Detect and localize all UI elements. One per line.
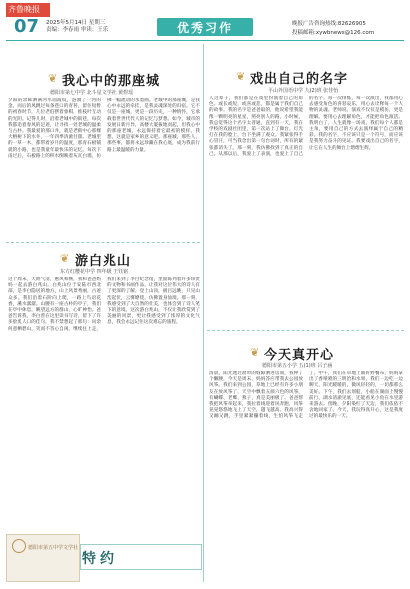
article-title: 戏出自己的名字: [250, 72, 349, 87]
special-label: 特约: [82, 551, 118, 567]
article-byline: 德阳市第五小学 五(1)班 吕子涵: [262, 363, 333, 369]
article-body: 这个周末，天朗气清，惠风和畅，我和爸爸妈妈一起去游白兆山。白兆山位于安陆市西北部，是李白隐居的地方，山上风景秀丽，古迹众多。我们沿着石阶向上爬，一路上鸟语花香，溪水潺潺。山腰有一座古朴的亭子，我们在亭中休息，眺望远方的群山，心旷神怡。爸爸告诉我，李白曾在这里读书写诗，留下了许多脍炙人口的佳句。我不禁想起了那句：问余何意栖碧山，笑而不答心自闲。继续往上走，我们来到了李白纪念馆，里面陈列着许多珍贵的文物和书画作品，让我对这位伟大的诗人有了更深的了解。登上山顶，极目远眺，只见山峦起伏，云雾缭绕，仿佛置身仙境。那一刻，我感受到了大自然的壮美，也体会到了诗人笔下的意境。这次游白兆山，不仅让我欣赏到了美丽的风景，更让我感受到了浓厚的文化气息，我会永远记住这次难忘的旅程。: [8, 277, 200, 332]
flourish-icon: ❦: [60, 252, 70, 265]
contact-info: [292, 20, 374, 38]
article-title: 游白兆山: [75, 254, 132, 269]
ad-hotline: 晚报广告咨询热线:82626905: [292, 21, 366, 27]
section-title: 优秀习作: [176, 21, 233, 35]
flourish-icon: ❦: [48, 72, 58, 85]
left-row-divider: [6, 242, 200, 243]
header-rule: [6, 40, 404, 41]
partner-name: 德阳市第五中学文学社: [28, 545, 79, 551]
issue-editors: 责编：李春雨 审读：王乐: [46, 27, 109, 33]
page-number: 07: [14, 16, 40, 37]
article-body: 人这辈子，我们都是在戏里扮演着自己的角色。或长或短，或喜或悲，都是属于我们自己的故事。我的名字是爸爸取的，他说希望我能像一颗明亮的星星，照亮别人的路。小时候，我总觉得这个名字太普通，直到有一天，我在学校的戏剧社团里，第一次站上了舞台。灯光打在我的脸上，台下坐满了观众。我紧张得手心冒汗，可当我念出第一句台词时，所有的紧张都消失了。那一刻，我仿佛找到了真正的自己。从那以后，我爱上了表演，也爱上了自己的名字。每一次排练，每一次演出，我都用心去感受角色的喜怒哀乐，用心去诠释每一个人物的灵魂。老师说，演戏不仅仅是模仿，更是理解。要用心去理解角色，才能把角色演活。我明白了，人生就像一场戏，我们每个人都是主角，要用自己的方式去演绎属于自己的精彩。我的名字，不应该只是一个符号，而应该是我努力奋斗的见证。我要戏出自己的名字，让它在人生的舞台上熠熠生辉。: [209, 96, 403, 157]
column-divider: [203, 44, 204, 582]
article-byline: 平山外国语中学 九(2)班 张佳怡: [268, 88, 339, 94]
brand-name: 齐鲁晚报: [8, 5, 40, 14]
flourish-icon: ❦: [250, 346, 260, 359]
article-byline: 德阳市第七中学 北斗星文学社 黄煜瑶: [50, 90, 134, 96]
submission-email: 投稿邮箱:xywbnews@126.com: [292, 30, 375, 36]
flourish-icon: ❦: [236, 70, 246, 83]
issue-date: 2025年5月14日 星期三: [46, 20, 106, 26]
article-body: 清晨，阳光透过窗帘的缝隙洒进房间，我伸了个懒腰，今天是周末，妈妈答应带我去公园放风筝。我们来到公园，草地上已经有许多小朋友在放风筝了，天空中飘着五颜六色的风筝，有蝴蝶、老鹰、燕子，真是美丽极了。爸爸帮我把风筝举起来，我拉着线迎着风奔跑，风筝晃晃悠悠地飞上了天空，越飞越高。我高兴得又蹦又跳，手里紧紧攥着线，生怕风筝飞走了。中午，我们在草地上铺好野餐布，妈妈拿出了香喷喷的三明治和水果，我们一边吃一边聊天，阳光暖暖的，微风轻轻的，一切都那么美好。下午，我们去划船，小船在湖面上慢慢前行，湖水清澈见底，还能看见小鱼在水里游来游去。傍晚，夕阳染红了天边，我们依依不舍地回家了。今天，我玩得真开心，这是我度过的最快乐的一天。: [209, 371, 403, 420]
masthead: [0, 0, 410, 40]
article-title: 今天真开心: [264, 348, 335, 363]
right-row-divider: [207, 330, 404, 331]
article-byline: 东方红樱花中学 四年级 王钰铭: [60, 269, 129, 275]
article-title: 我心中的那座城: [62, 74, 161, 89]
article-body: 夕阳的余晖洒满河水面波纹，涟漪了一河的金。而后的风跳过每条巷口的青苔，留住短暂的初春时节，几位老伯摆着象棋，推枝叶互动的光阴。记得儿时，沿着老城中的街巷，每次我都追着春风的足迹，让寻找一处老城的温柔与古朴。我最爱的那口井，就是老街中心那棵大榕树下的水井，一年四季清澈甘甜。老城里的一草一木，都带着岁月的温度，那青石板铺就的小路，也是我童年最快乐的记忆。每次下雨过后，石板路上的积水倒映着灰瓦白墙，仿佛一幅流动的水墨画。老城中的那座城，是我心中永远的牵挂，是我灵魂深处的归宿。它不仅是一座城，更是一段历史，一种情怀，它承载着世世代代人的记忆与梦想。如今，城市的发展日新月异，高楼大厦拔地而起，但我心中的那座老城，永远保持着它最初的模样。我想，这就是家乡的意义吧。那座城，那些人，那些事，都将永远珍藏在我心底，成为我前行路上最温暖的力量。: [8, 98, 200, 159]
issue-info: [46, 20, 108, 34]
school-seal-icon: [12, 539, 26, 553]
